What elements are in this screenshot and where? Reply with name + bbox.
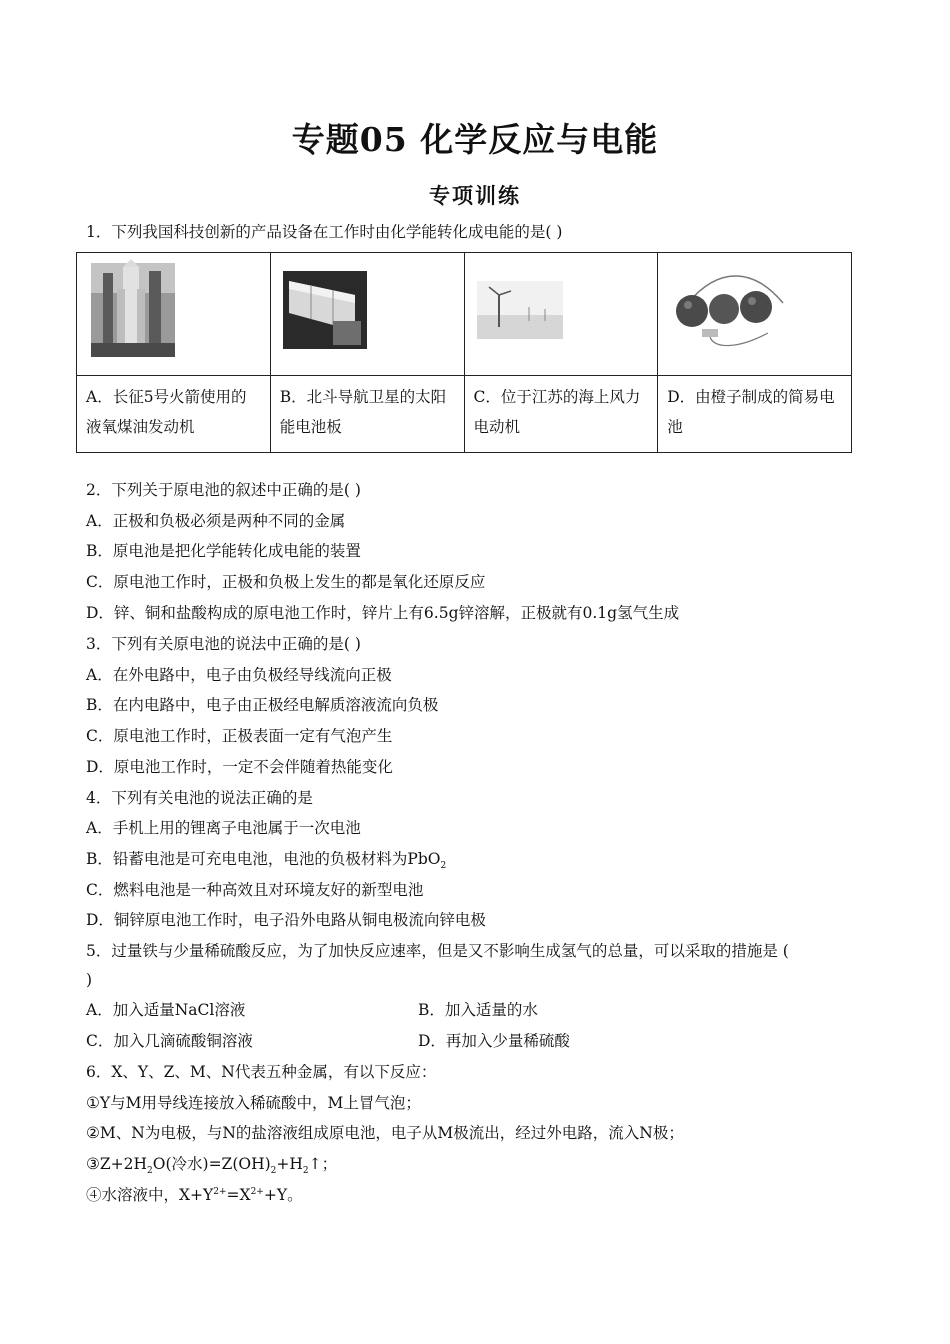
q6-r3-sub: 2 xyxy=(270,1166,277,1177)
q6-r4-part: ④水溶液中，X+Y xyxy=(86,1186,214,1204)
q5-stem-end: ) xyxy=(86,971,93,989)
q2-option-a: A．正极和负极必须是两种不同的金属 xyxy=(86,512,346,530)
q5-stem: 5．过量铁与少量稀硫酸反应，为了加快反应速率，但是又不影响生成氢气的总量，可以采取的措施是 ( xyxy=(86,942,789,960)
q4-stem: 4．下列有关电池的说法正确的是 xyxy=(86,789,313,807)
q6-r3-part: O(冷水)=Z(OH) xyxy=(152,1155,271,1173)
q3-option-c: C．原电池工作时，正极表面一定有气泡产生 xyxy=(86,727,393,745)
q6-stem: 6．X、Y、Z、M、N代表五种金属，有以下反应： xyxy=(86,1063,437,1081)
q3-option-d: D．原电池工作时，一定不会伴随着热能变化 xyxy=(86,758,393,776)
q4-option-d: D．铜锌原电池工作时，电子沿外电路从铜电极流向锌电极 xyxy=(86,911,486,929)
q3-option-b: B．在内电路中，电子由正极经电解质溶液流向负极 xyxy=(86,696,439,714)
q1-image-cell-d xyxy=(658,253,852,376)
q6-r3-part: ↑； xyxy=(308,1155,338,1173)
q6-r3-sub: 2 xyxy=(147,1166,153,1177)
q1-option-a: A．长征5号火箭使用的液氧煤油发动机 xyxy=(77,376,271,453)
q1-stem: 1．下列我国科技创新的产品设备在工作时由化学能转化成电能的是( ) xyxy=(86,223,563,241)
q6-reaction-4 xyxy=(86,1185,303,1205)
wind-turbine-photo xyxy=(465,253,659,375)
q1-option-c: C．位于江苏的海上风力电动机 xyxy=(464,376,658,453)
page-title: 专题05 化学反应与电能 xyxy=(291,120,659,159)
q6-reaction-3 xyxy=(86,1154,338,1177)
q1-image-cell-c xyxy=(464,253,658,376)
orange-battery-photo xyxy=(658,253,852,375)
q6-r4-sup: 2+ xyxy=(213,1186,227,1197)
q4-option-b xyxy=(86,849,447,872)
q2-option-d: D．锌、铜和盐酸构成的原电池工作时，锌片上有6.5g锌溶解，正极就有0.1g氢气生成 xyxy=(86,604,680,622)
q1-option-d: D．由橙子制成的简易电池 xyxy=(658,376,852,453)
page-subtitle: 专项训练 xyxy=(429,183,521,208)
rocket-photo xyxy=(77,253,271,375)
q6-r4-part: =X xyxy=(226,1186,251,1204)
q4-option-b-subscript: 2 xyxy=(440,861,447,872)
q4-option-b-text: B．铅蓄电池是可充电电池，电池的负极材料为PbO xyxy=(86,850,441,868)
q6-r3-sub: 2 xyxy=(302,1166,309,1177)
q3-option-a: A．在外电路中，电子由负极经导线流向正极 xyxy=(86,666,392,684)
q1-image-cell-a xyxy=(77,253,271,376)
q6-r3-part: +H xyxy=(276,1155,303,1173)
satellite-solar-panel-photo xyxy=(271,253,465,375)
q2-option-c: C．原电池工作时，正极和负极上发生的都是氧化还原反应 xyxy=(86,573,486,591)
q1-options-table xyxy=(76,252,852,453)
q2-option-b: B．原电池是把化学能转化成电能的装置 xyxy=(86,542,361,560)
q6-reaction-2: ②M、N为电极，与N的盐溶液组成原电池，电子从M极流出，经过外电路，流入N极； xyxy=(86,1124,684,1142)
q5-option-a: A．加入适量NaCl溶液 xyxy=(86,1001,246,1019)
q3-stem: 3．下列有关原电池的说法中正确的是( ) xyxy=(86,635,361,653)
q5-option-c: C．加入几滴硫酸铜溶液 xyxy=(86,1032,253,1050)
q6-r4-part: +Y。 xyxy=(263,1186,303,1204)
q5-option-d: D．再加入少量稀硫酸 xyxy=(418,1032,570,1050)
q4-option-a: A．手机上用的锂离子电池属于一次电池 xyxy=(86,819,361,837)
q6-reaction-1: ①Y与M用导线连接放入稀硫酸中，M上冒气泡； xyxy=(86,1094,421,1112)
q6-r4-sup: 2+ xyxy=(250,1186,264,1197)
q1-image-cell-b xyxy=(270,253,464,376)
q1-option-b: B．北斗导航卫星的太阳能电池板 xyxy=(270,376,464,453)
q2-stem: 2．下列关于原电池的叙述中正确的是( ) xyxy=(86,481,361,499)
q5-option-b: B．加入适量的水 xyxy=(418,1001,538,1019)
q4-option-c: C．燃料电池是一种高效且对环境友好的新型电池 xyxy=(86,881,424,899)
q6-r3-part: ③Z+2H xyxy=(86,1155,148,1173)
